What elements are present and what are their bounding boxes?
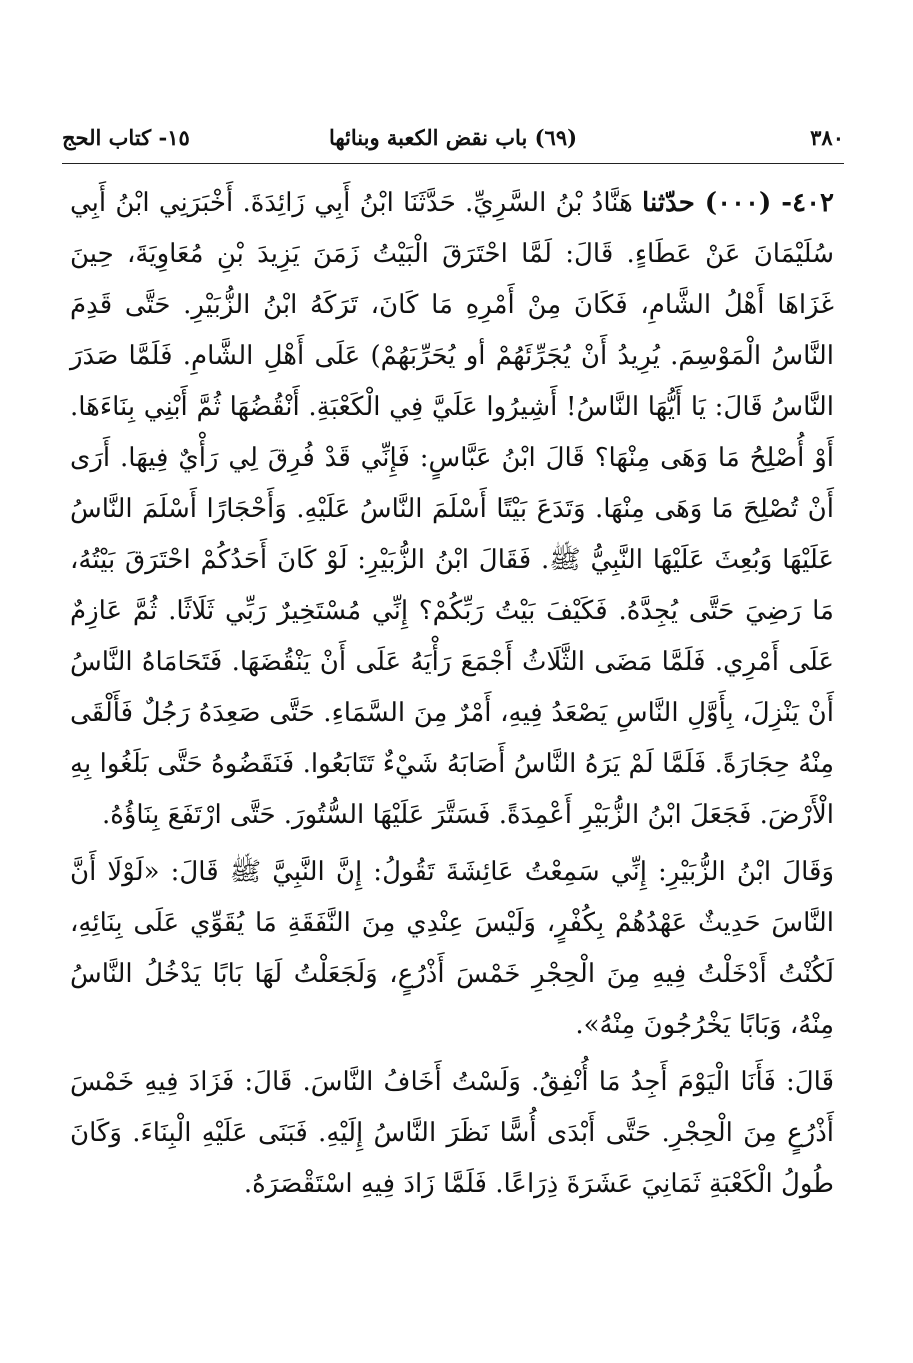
header-divider [62,163,844,164]
chapter-title: (٦٩) باب نقض الكعبة وبنائها [328,125,578,150]
hadith-number: ٤٠٢- (٠٠٠) حدّثنا [642,188,835,218]
paragraph-3 [70,1057,834,1210]
hadith-text [70,178,834,1210]
paragraph-text: قَالَ: فَأَنَا الْيَوْمَ أَجِدُ مَا أُنْفِقُ. وَلَسْتُ أَخَافُ النَّاسَ. قَالَ: فَزَادَ فِيهِ خَمْسَ أَذْرُعٍ مِنَ الْحِجْرِ. حَتَّى أَبْدَى أُسًّا نَظَرَ النَّاسُ إِلَيْهِ. فَبَنَى عَلَيْهِ الْبِنَاءَ. وَكَانَ طُولُ الْكَعْبَةِ ثَمَانِيَ عَشَرَةَ ذِرَاعًا. فَلَمَّا زَادَ فِيهِ اسْتَقْصَرَهُ. [70,1067,834,1199]
page-number: ٣٨٠ [810,125,844,150]
paragraph-1 [70,178,834,841]
book-title: ١٥- كتاب الحج [62,125,190,150]
page-header [62,118,844,158]
paragraph-text: هَنَّادُ بْنُ السَّرِيِّ. حَدَّثَنَا ابْنُ أَبِي زَائِدَةَ. أَخْبَرَنِي ابْنُ أَبِي سُلَيْمَانَ عَنْ عَطَاءٍ. قَالَ: لَمَّا احْتَرَقَ الْبَيْتُ زَمَنَ يَزِيدَ بْنِ مُعَاوِيَةَ، حِينَ غَزَاهَا أَهْلُ الشَّامِ، فَكَانَ مِنْ أَمْرِهِ مَا كَانَ، تَرَكَهُ ابْنُ الزُّبَيْرِ. حَتَّى قَدِمَ النَّاسُ الْمَوْسِمَ. يُرِيدُ أَنْ يُجَرِّئَهُمْ أو يُحَرِّبَهُمْ) عَلَى أَهْلِ الشَّامِ. فَلَمَّا صَدَرَ النَّاسُ قَالَ: يَا أَيُّهَا النَّاسُ! أَشِيرُوا عَلَيَّ فِي الْكَعْبَةِ. أَنْقُضُهَا ثُمَّ أَبْنِي بِنَاءَهَا. أَوْ أُصْلِحُ مَا وَهَى مِنْهَا؟ قَالَ ابْنُ عَبَّاسٍ: فَإِنِّي قَدْ فُرِقَ لِي رَأْيٌ فِيهَا. أَرَى أَنْ تُصْلِحَ مَا وَهَى مِنْهَا. وَتَدَعَ بَيْتًا أَسْلَمَ النَّاسُ عَلَيْهِ. وَأَحْجَارًا أَسْلَمَ النَّاسُ عَلَيْهَا وَبُعِثَ عَلَيْهَا النَّبِيُّ ﷺ. فَقَالَ ابْنُ الزُّبَيْرِ: لَوْ كَانَ أَحَدُكُمْ احْتَرَقَ بَيْتُهُ، مَا رَضِيَ حَتَّى يُجِدَّهُ. فَكَيْفَ بَيْتُ رَبِّكُمْ؟ إِنِّي مُسْتَخِيرٌ رَبِّي ثَلَاثًا. ثُمَّ عَازِمٌ عَلَى أَمْرِي. فَلَمَّا مَضَى الثَّلَاثُ أَجْمَعَ رَأْيَهُ عَلَى أَنْ يَنْقُضَهَا. فَتَحَامَاهُ النَّاسُ أَنْ يَنْزِلَ، بِأَوَّلِ النَّاسِ يَصْعَدُ فِيهِ، أَمْرٌ مِنَ السَّمَاءِ. حَتَّى صَعِدَهُ رَجُلٌ فَأَلْقَى مِنْهُ حِجَارَةً. فَلَمَّا لَمْ يَرَهُ النَّاسُ أَصَابَهُ شَيْءٌ تَتَابَعُوا. فَنَقَضُوهُ حَتَّى بَلَغُوا بِهِ الْأَرْضَ. فَجَعَلَ ابْنُ الزُّبَيْرِ أَعْمِدَةً. فَسَتَّرَ عَلَيْهَا السُّتُورَ. حَتَّى ارْتَفَعَ بِنَاؤُهُ. [70,188,834,830]
paragraph-text: وَقَالَ ابْنُ الزُّبَيْرِ: إِنِّي سَمِعْتُ عَائِشَةَ تَقُولُ: إِنَّ النَّبِيَّ ﷺ قَالَ: «لَوْلَا أَنَّ النَّاسَ حَدِيثٌ عَهْدُهُمْ بِكُفْرٍ، وَلَيْسَ عِنْدِي مِنَ النَّفَقَةِ مَا يُقَوِّي عَلَى بِنَائِهِ، لَكُنْتُ أَدْخَلْتُ فِيهِ مِنَ الْحِجْرِ خَمْسَ أَذْرُعٍ، وَلَجَعَلْتُ لَهَا بَابًا يَدْخُلُ النَّاسُ مِنْهُ، وَبَابًا يَخْرُجُونَ مِنْهُ». [70,857,834,1040]
paragraph-2 [70,847,834,1051]
